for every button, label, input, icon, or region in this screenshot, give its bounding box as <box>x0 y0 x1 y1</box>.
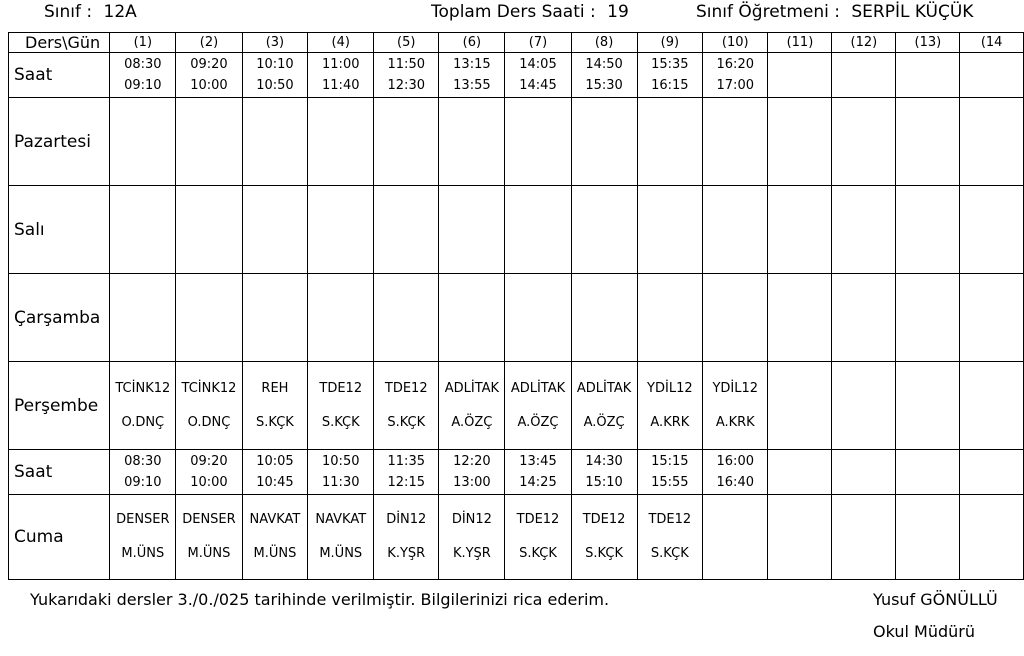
time-cell-top: 14:30 <box>585 454 623 469</box>
time-cell-bottom: 09:10 <box>124 475 162 490</box>
lesson-cell <box>832 495 896 580</box>
time-cell-top: 15:35 <box>651 57 689 72</box>
empty-cell <box>308 186 374 274</box>
time-cell <box>242 53 308 98</box>
lesson-cell-bottom: A.ÖZÇ <box>451 414 493 430</box>
empty-cell <box>110 274 176 362</box>
empty-cell <box>505 274 571 362</box>
lesson-cell <box>571 495 637 580</box>
time-cell <box>768 450 832 495</box>
lesson-cell-bottom: S.KÇK <box>387 414 426 430</box>
time-cell-top: 14:05 <box>519 57 557 72</box>
time-cell <box>374 450 439 495</box>
time-cell-top: 13:45 <box>519 454 557 469</box>
empty-cell <box>374 186 439 274</box>
lesson-cell-top: TDE12 <box>582 512 626 527</box>
timetable <box>8 32 1024 580</box>
time-cell-bottom: 15:55 <box>651 475 689 490</box>
footer-note: Yukarıdaki dersler 3./0./025 tarihinde verilmiştir. Bilgilerinizi rica ederim. <box>30 590 610 609</box>
empty-cell <box>768 186 832 274</box>
time-cell <box>960 53 1024 98</box>
lesson-cell-bottom: O.DNÇ <box>121 414 165 430</box>
time-cell-bottom: 14:25 <box>519 475 557 490</box>
lesson-cell-bottom: M.ÜNS <box>253 546 297 561</box>
signer-title: Okul Müdürü <box>873 622 975 641</box>
time-cell <box>308 53 374 98</box>
lesson-cell <box>176 362 242 450</box>
time-cell <box>896 53 960 98</box>
lesson-cell <box>439 362 505 450</box>
column-number: (4) <box>308 33 374 53</box>
column-header-row <box>9 33 1024 53</box>
corner-label: Ders\Gün <box>9 33 110 53</box>
lesson-cell-top: TCİNK12 <box>115 380 171 396</box>
time-cell <box>308 450 374 495</box>
empty-cell <box>505 98 571 186</box>
lesson-cell <box>308 362 374 450</box>
lesson-cell <box>960 495 1024 580</box>
time-cell-top: 11:50 <box>387 57 425 72</box>
empty-cell <box>571 98 637 186</box>
lesson-cell-bottom: S.KÇK <box>585 546 623 561</box>
lesson-cell <box>505 362 571 450</box>
lesson-cell <box>110 495 176 580</box>
time-cell-top: 08:30 <box>124 57 162 72</box>
lesson-cell-bottom: S.KÇK <box>650 546 689 561</box>
time-cell <box>832 450 896 495</box>
time-cell-bottom: 10:00 <box>190 475 228 490</box>
lesson-cell-top: NAVKAT <box>315 512 367 527</box>
empty-cell <box>308 98 374 186</box>
empty-cell <box>703 98 768 186</box>
lesson-cell-top: ADLİTAK <box>510 380 566 396</box>
lesson-cell-top: TDE12 <box>648 512 692 527</box>
time-cell-bottom: 12:30 <box>387 78 425 93</box>
empty-cell <box>439 186 505 274</box>
time-cell <box>571 53 637 98</box>
empty-cell <box>176 186 242 274</box>
lesson-cell-top: NAVKAT <box>249 512 301 527</box>
column-number: (12) <box>832 33 896 53</box>
column-number: (11) <box>768 33 832 53</box>
lesson-cell <box>505 495 571 580</box>
empty-cell <box>960 274 1024 362</box>
empty-cell <box>242 274 308 362</box>
saat-label-2: Saat <box>9 450 110 495</box>
time-cell-bottom: 16:15 <box>651 78 689 93</box>
lesson-cell-bottom: K.YŞR <box>387 546 426 561</box>
lesson-cell-bottom: O.DNÇ <box>187 414 231 430</box>
lesson-cell <box>637 495 702 580</box>
day-label-sali: Salı <box>9 186 110 274</box>
lesson-cell-top: TDE12 <box>516 512 560 527</box>
time-cell-bottom: 11:40 <box>322 78 360 93</box>
empty-cell <box>308 274 374 362</box>
empty-cell <box>439 274 505 362</box>
lesson-cell-bottom: S.KÇK <box>519 546 557 561</box>
time-cell <box>768 53 832 98</box>
empty-cell <box>110 186 176 274</box>
time-cell <box>505 450 571 495</box>
empty-cell <box>637 186 702 274</box>
empty-cell <box>703 274 768 362</box>
lesson-cell-bottom: S.KÇK <box>321 414 360 430</box>
time-row-2 <box>9 450 1024 495</box>
time-cell-top: 09:20 <box>190 57 228 72</box>
time-cell-bottom: 10:00 <box>190 78 228 93</box>
empty-cell <box>176 98 242 186</box>
empty-cell <box>703 186 768 274</box>
lesson-cell <box>703 495 768 580</box>
empty-cell <box>374 274 439 362</box>
total-hours-label: Toplam Ders Saati : <box>431 2 596 22</box>
lesson-cell-bottom: A.ÖZÇ <box>517 414 559 430</box>
lesson-cell-bottom: A.ÖZÇ <box>583 414 625 430</box>
time-cell <box>439 53 505 98</box>
lesson-cell-top: ADLİTAK <box>576 380 632 396</box>
lesson-cell <box>242 495 308 580</box>
empty-cell <box>242 98 308 186</box>
lesson-cell <box>703 362 768 450</box>
lesson-cell-bottom: K.YŞR <box>452 546 491 561</box>
empty-cell <box>960 98 1024 186</box>
column-number: (2) <box>176 33 242 53</box>
time-cell-bottom: 12:15 <box>387 475 425 490</box>
time-cell-top: 11:35 <box>387 454 425 469</box>
time-cell-bottom: 15:30 <box>585 78 623 93</box>
time-cell <box>896 450 960 495</box>
time-cell-top: 09:20 <box>190 454 228 469</box>
column-number: (1) <box>110 33 176 53</box>
empty-cell <box>242 186 308 274</box>
lesson-cell <box>439 495 505 580</box>
column-number: (3) <box>242 33 308 53</box>
class-label: Sınıf : <box>44 2 93 22</box>
time-cell <box>374 53 439 98</box>
time-cell <box>110 53 176 98</box>
day-label-carsamba: Çarşamba <box>9 274 110 362</box>
time-cell <box>242 450 308 495</box>
class-teacher-value: SERPİL KÜÇÜK <box>851 2 974 22</box>
lesson-cell <box>896 495 960 580</box>
day-row-sali <box>9 186 1024 274</box>
empty-cell <box>505 186 571 274</box>
day-label-pazartesi: Pazartesi <box>9 98 110 186</box>
saat-label: Saat <box>9 53 110 98</box>
column-number: (5) <box>374 33 439 53</box>
empty-cell <box>110 98 176 186</box>
time-cell-bottom: 09:10 <box>124 78 162 93</box>
lesson-cell-top: YDİL12 <box>647 380 693 396</box>
empty-cell <box>896 98 960 186</box>
empty-cell <box>374 98 439 186</box>
time-cell-bottom: 11:30 <box>322 475 360 490</box>
time-cell-top: 10:05 <box>256 454 294 469</box>
empty-cell <box>571 186 637 274</box>
class-value: 12A <box>103 2 137 22</box>
empty-cell <box>896 186 960 274</box>
time-cell <box>571 450 637 495</box>
class-info <box>44 0 137 24</box>
lesson-cell <box>110 362 176 450</box>
lesson-cell-bottom: M.ÜNS <box>121 546 165 561</box>
empty-cell <box>832 274 896 362</box>
time-cell-top: 13:15 <box>453 57 491 72</box>
time-cell-top: 14:50 <box>585 57 623 72</box>
time-cell-top: 11:00 <box>322 57 360 72</box>
lesson-cell <box>768 495 832 580</box>
lesson-cell <box>374 495 439 580</box>
lesson-cell <box>896 362 960 450</box>
time-cell <box>703 450 768 495</box>
empty-cell <box>768 98 832 186</box>
time-cell-top: 16:00 <box>716 454 754 469</box>
column-number: (6) <box>439 33 505 53</box>
lesson-cell-bottom: M.ÜNS <box>319 546 363 561</box>
time-cell-top: 12:20 <box>453 454 491 469</box>
lesson-cell <box>571 362 637 450</box>
lesson-cell <box>832 362 896 450</box>
time-cell-bottom: 10:50 <box>256 78 294 93</box>
time-cell <box>703 53 768 98</box>
lesson-cell-top: TDE12 <box>319 380 363 396</box>
signer-name: Yusuf GÖNÜLLÜ <box>873 590 998 609</box>
lesson-cell-bottom: M.ÜNS <box>187 546 231 561</box>
time-cell <box>637 450 702 495</box>
time-cell <box>176 450 242 495</box>
lesson-cell-top: TCİNK12 <box>181 380 237 396</box>
empty-cell <box>637 98 702 186</box>
empty-cell <box>176 274 242 362</box>
lesson-cell-top: REH <box>261 380 289 396</box>
lesson-cell <box>374 362 439 450</box>
empty-cell <box>768 274 832 362</box>
time-cell-bottom: 14:45 <box>519 78 557 93</box>
empty-cell <box>832 98 896 186</box>
lesson-cell-top: DİN12 <box>451 512 492 527</box>
lesson-cell-top: DENSER <box>182 512 236 527</box>
time-cell-top: 10:50 <box>322 454 360 469</box>
time-cell-top: 10:10 <box>256 57 294 72</box>
time-row-1 <box>9 53 1024 98</box>
lesson-cell <box>176 495 242 580</box>
empty-cell <box>832 186 896 274</box>
time-cell-bottom: 13:00 <box>453 475 491 490</box>
time-cell <box>110 450 176 495</box>
lesson-cell <box>637 362 702 450</box>
lesson-cell-bottom: A.KRK <box>715 414 755 430</box>
column-number: (8) <box>571 33 637 53</box>
time-cell <box>505 53 571 98</box>
lesson-cell <box>768 362 832 450</box>
class-teacher-label: Sınıf Öğretmeni : <box>696 2 840 22</box>
lesson-cell-top: ADLİTAK <box>444 380 500 396</box>
day-row-persembe <box>9 362 1024 450</box>
column-number: (14 <box>960 33 1024 53</box>
lesson-cell-top: TDE12 <box>384 380 428 396</box>
empty-cell <box>571 274 637 362</box>
column-number: (7) <box>505 33 571 53</box>
time-cell <box>832 53 896 98</box>
empty-cell <box>637 274 702 362</box>
lesson-cell-top: DENSER <box>116 512 170 527</box>
time-cell <box>637 53 702 98</box>
empty-cell <box>960 186 1024 274</box>
day-label-cuma: Cuma <box>9 495 110 580</box>
empty-cell <box>896 274 960 362</box>
time-cell-top: 16:20 <box>716 57 754 72</box>
time-cell-top: 08:30 <box>124 454 162 469</box>
time-cell-top: 15:15 <box>651 454 689 469</box>
time-cell-bottom: 10:45 <box>256 475 294 490</box>
lesson-cell-bottom: S.KÇK <box>256 414 294 430</box>
lesson-cell-top: DİN12 <box>386 512 427 527</box>
empty-cell <box>439 98 505 186</box>
column-number: (13) <box>896 33 960 53</box>
lesson-cell <box>960 362 1024 450</box>
total-hours-value: 19 <box>607 2 629 22</box>
column-number: (10) <box>703 33 768 53</box>
time-cell-bottom: 15:10 <box>585 475 623 490</box>
time-cell <box>960 450 1024 495</box>
day-label-persembe: Perşembe <box>9 362 110 450</box>
lesson-cell <box>242 362 308 450</box>
lesson-cell-top: YDİL12 <box>712 380 759 396</box>
time-cell <box>176 53 242 98</box>
time-cell <box>439 450 505 495</box>
day-row-carsamba <box>9 274 1024 362</box>
time-cell-bottom: 13:55 <box>453 78 491 93</box>
day-row-cuma <box>9 495 1024 580</box>
day-row-pazartesi <box>9 98 1024 186</box>
lesson-cell-bottom: A.KRK <box>650 414 690 430</box>
total-hours <box>431 0 629 24</box>
class-teacher <box>696 0 973 24</box>
column-number: (9) <box>637 33 702 53</box>
time-cell-bottom: 17:00 <box>716 78 754 93</box>
lesson-cell <box>308 495 374 580</box>
time-cell-bottom: 16:40 <box>716 475 754 490</box>
